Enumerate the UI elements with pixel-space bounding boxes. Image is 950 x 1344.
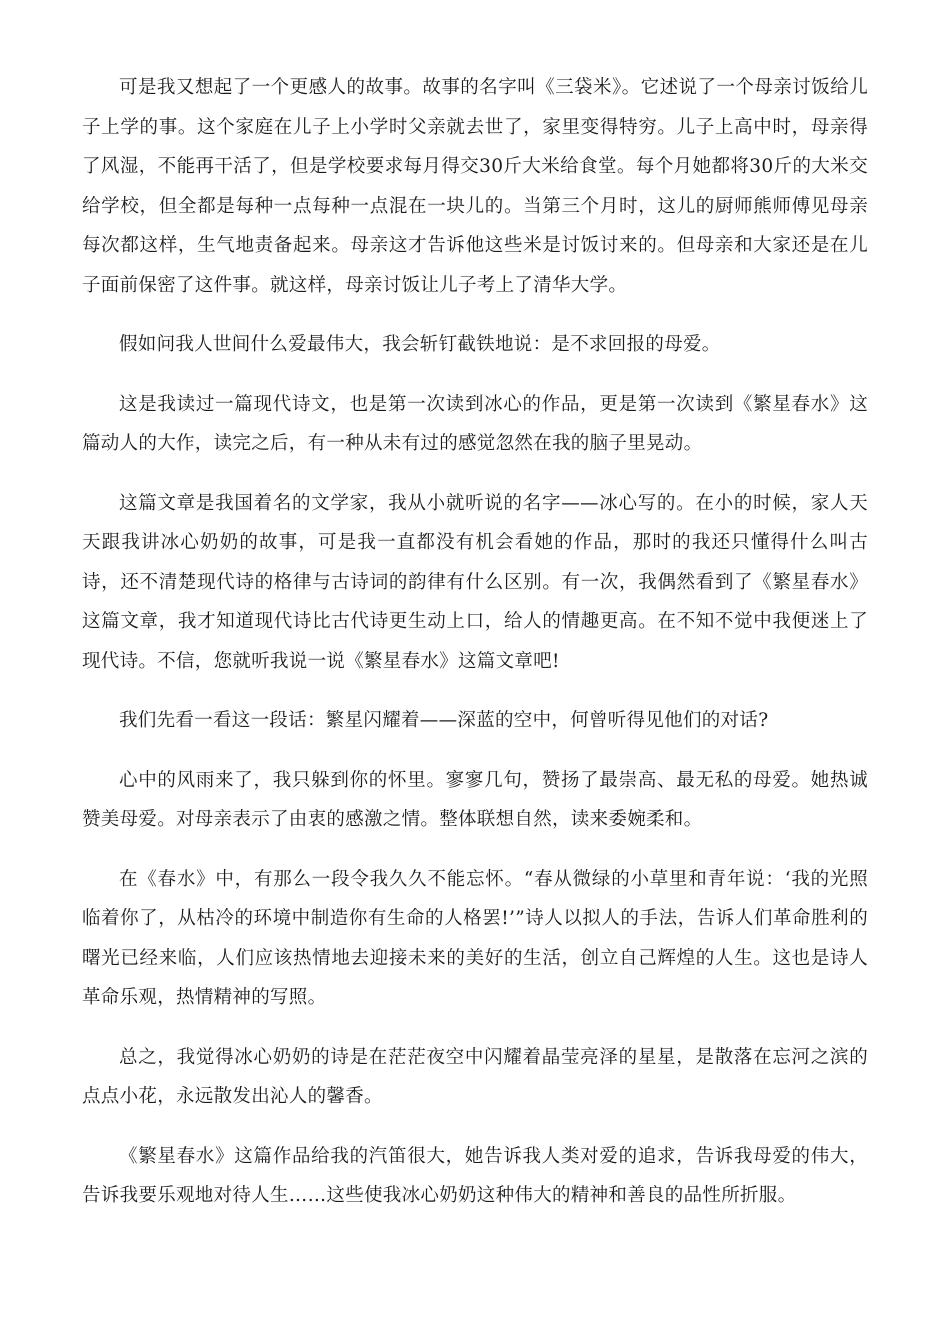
paragraph-about-bingxin: 这篇文章是我国着名的文学家，我从小就听说的名字——冰心写的。在小的时候，家人天天跟我讲冰心奶奶的故事，可是我一直都没有机会看她的作品，那时的我还只懂得什么叫古诗，还不清楚现代诗的格律与古诗词的韵律有什么区别。有一次，我偶然看到了《繁星春水》这篇文章，我才知道现代诗比古代诗更生动上口，给人的情趣更高。在不知不觉中我便迷上了现代诗。不信，您就听我说一说《繁星春水》这篇文章吧! — [82, 492, 868, 672]
paragraph-story-three-bags-of-rice: 可是我又想起了一个更感人的故事。故事的名字叫《三袋米》。它述说了一个母亲讨饭给儿子上学的事。这个家庭在儿子上小学时父亲就去世了，家里变得特穷。儿子上高中时，母亲得了风湿，不能再干活了，但是学校要求每月得交30斤大米给食堂。每个月她都将30斤的大米交给学校，但全都是每种一点每种一点混在一块儿的。当第三个月时，这儿的厨师熊师傅见母亲每次都这样，生气地责备起来。母亲这才告诉他这些米是讨饭讨来的。但母亲和大家还是在儿子面前保密了这件事。就这样，母亲讨饭让儿子考上了清华大学。 — [82, 77, 868, 296]
paragraph-spring-water: 在《春水》中，有那么一段令我久久不能忘怀。“春从微绿的小草里和青年说：‘我的光照临着你了，从枯冷的环境中制造你有生命的人格罢!’”诗人以拟人的手法，告诉人们革命胜利的曙光已经来临，人们应该热情地去迎接未来的美好的生活，创立自己辉煌的人生。这也是诗人革命乐观，热情精神的写照。 — [82, 868, 868, 1008]
paragraph-first-reading: 这是我读过一篇现代诗文，也是第一次读到冰心的作品，更是第一次读到《繁星春水》这篇动人的大作，读完之后，有一种从未有过的感觉忽然在我的脑子里晃动。 — [82, 393, 868, 454]
paragraph-quote-stars: 我们先看一看这一段话：繁星闪耀着——深蓝的空中，何曾听得见他们的对话? — [119, 710, 769, 731]
paragraph-mother-love: 心中的风雨来了，我只躲到你的怀里。寥寥几句，赞扬了最崇高、最无私的母爱。她热诚赞美母爱。对母亲表示了由衷的感激之情。整体联想自然，读来委婉柔和。 — [82, 769, 868, 830]
document-body — [82, 68, 868, 1236]
paragraph-conclusion: 总之，我觉得冰心奶奶的诗是在茫茫夜空中闪耀着晶莹亮泽的星星，是散落在忘河之滨的点点小花，永远散发出沁人的馨香。 — [82, 1046, 868, 1107]
paragraph-final-reflection: 《繁星春水》这篇作品给我的汽笛很大，她告诉我人类对爱的追求，告诉我母爱的伟大，告诉我要乐观地对待人生……这些使我冰心奶奶这种伟大的精神和善良的品性所折服。 — [82, 1145, 868, 1206]
paragraph-greatest-love: 假如问我人世间什么爱最伟大，我会斩钉截铁地说：是不求回报的母爱。 — [119, 334, 721, 355]
